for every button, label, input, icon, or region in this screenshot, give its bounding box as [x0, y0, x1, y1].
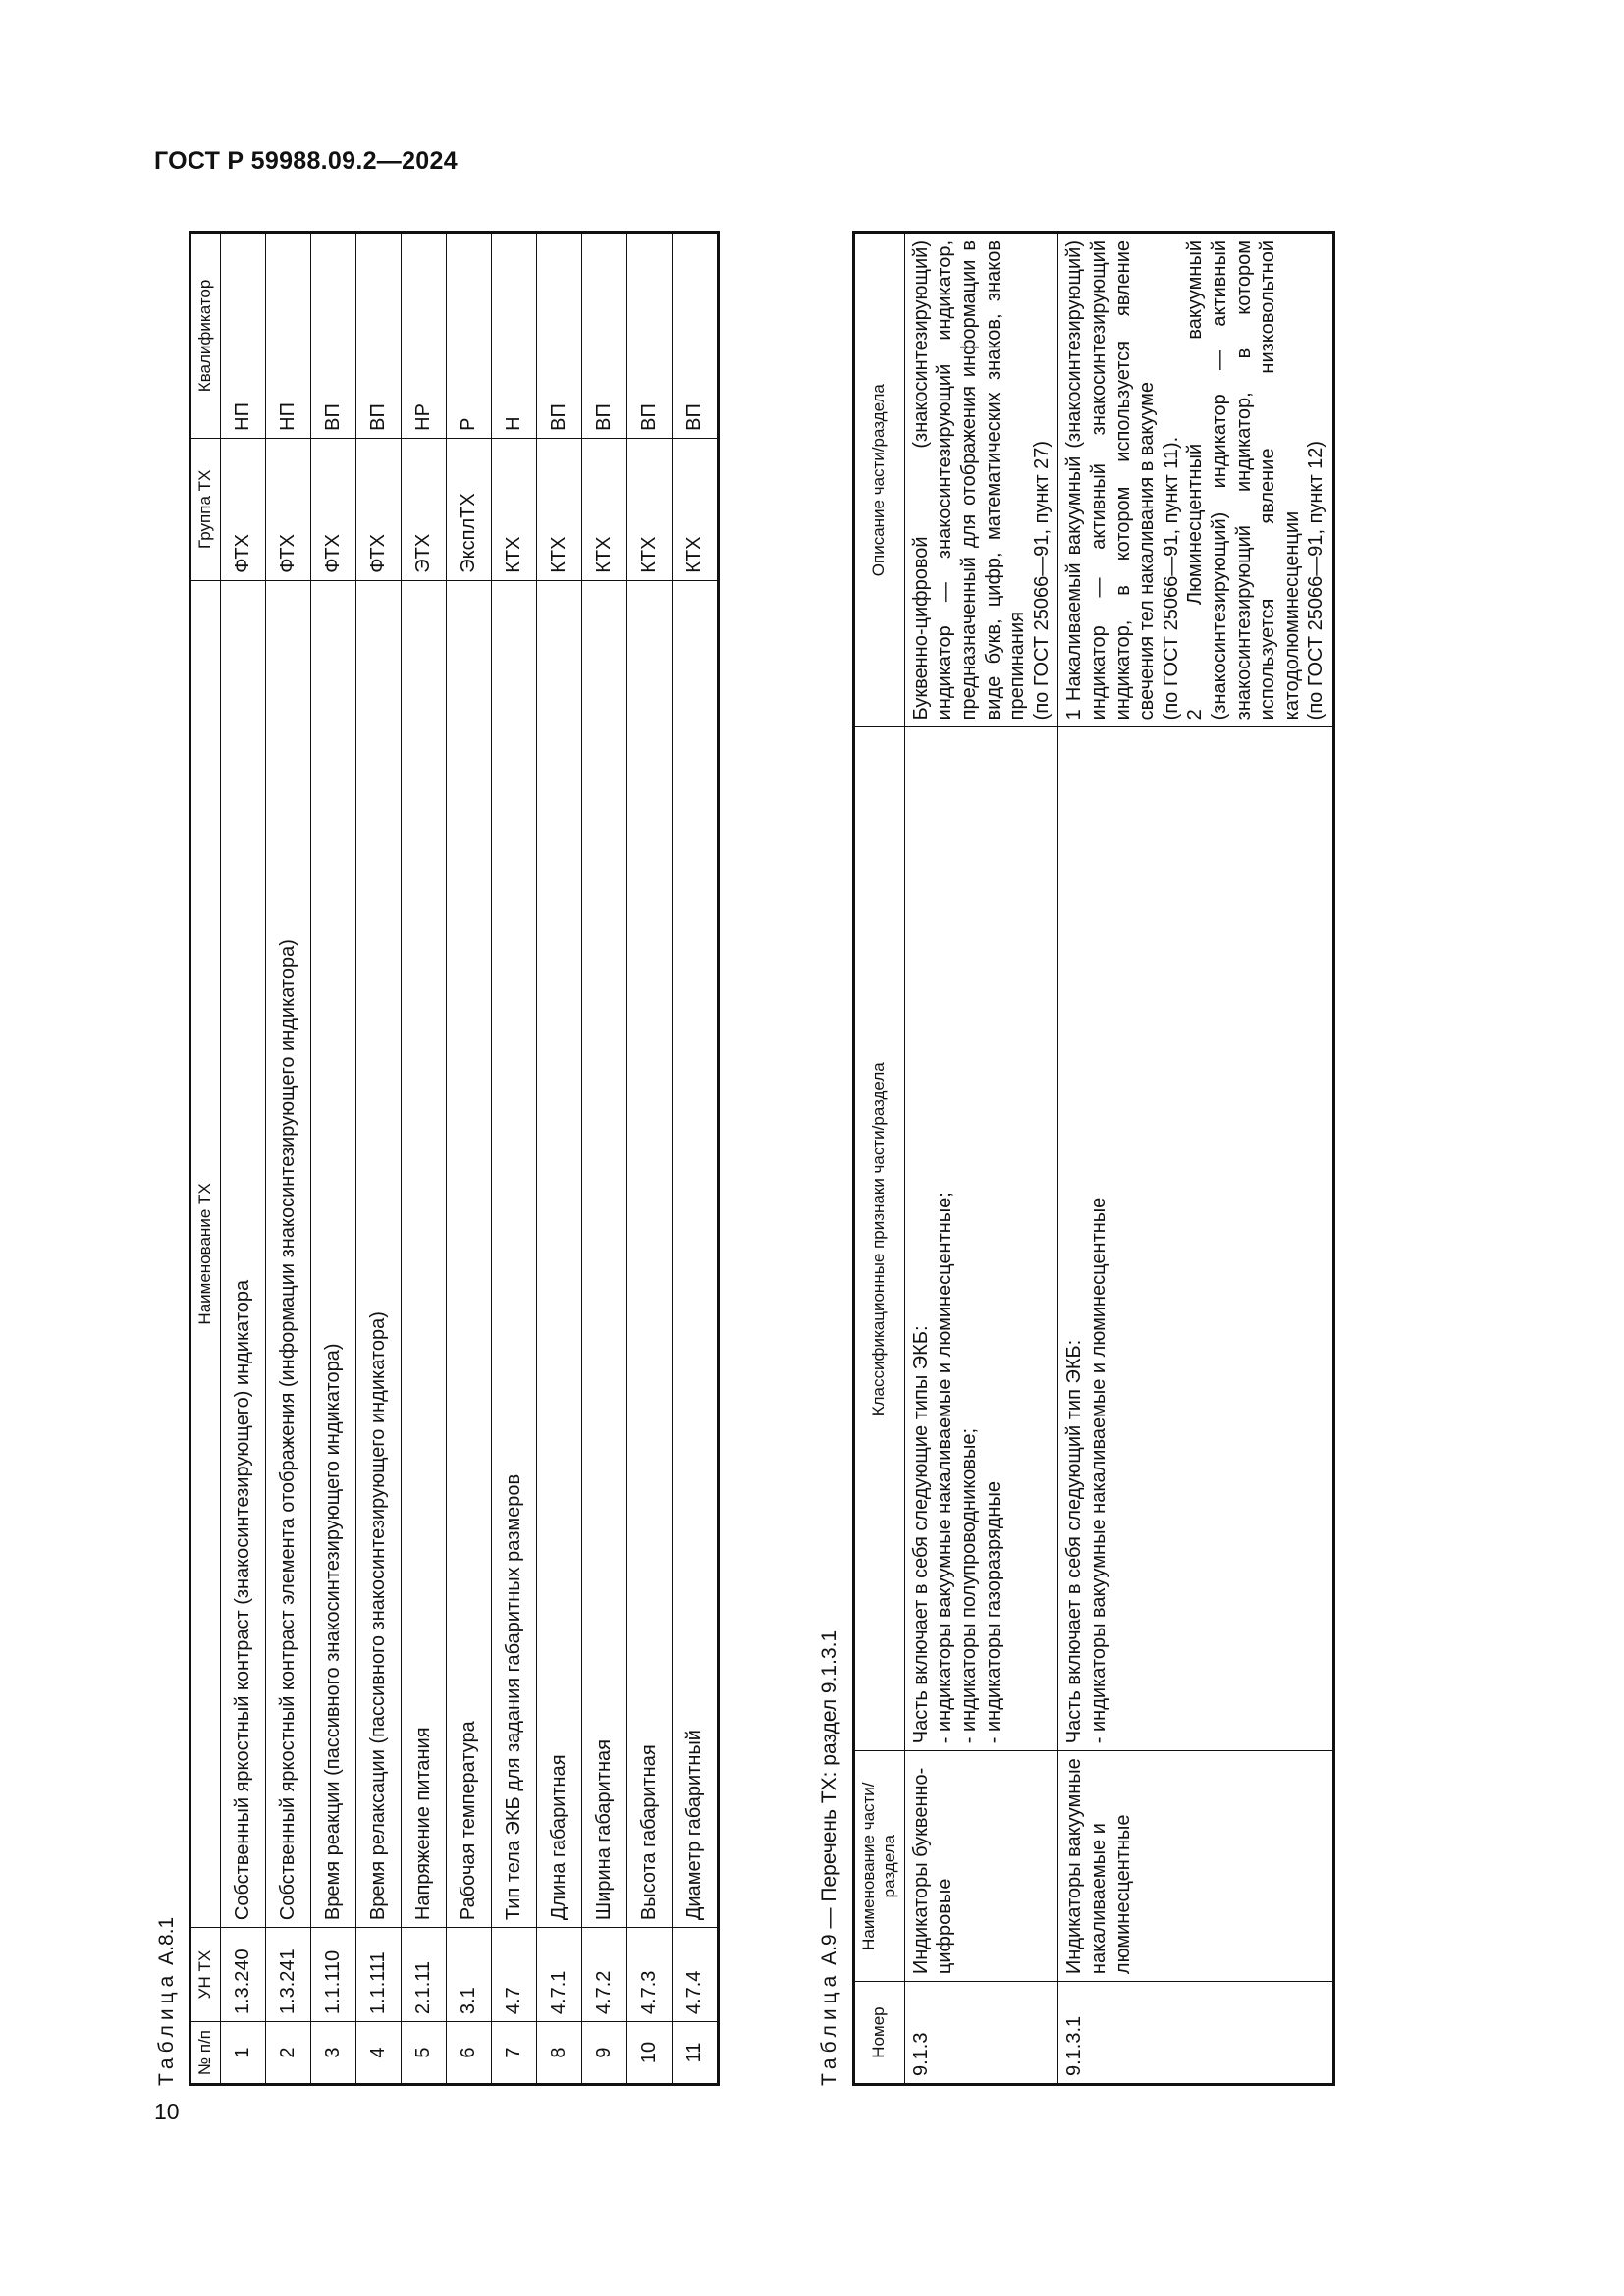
col-header-un-tx: УН ТХ: [190, 1928, 221, 2022]
cell-un-tx: 1.1.110: [310, 1928, 355, 2022]
cell-number: 8: [536, 2022, 581, 2085]
cell-number: 1: [220, 2022, 265, 2085]
table-a9-body: [904, 233, 1333, 2085]
cell-section-features: [1058, 727, 1334, 1751]
table-row: [626, 233, 672, 2085]
cell-qualifier: ВП: [672, 233, 718, 439]
cell-tx-name: Высота габаритная: [626, 580, 672, 1927]
cell-tx-name: Ширина габаритная: [581, 580, 626, 1927]
table-row: [904, 233, 1058, 2085]
col-header-section-name: Наименование части/раздела: [854, 1751, 905, 1982]
feature-line: Часть включает в себя следующие типы ЭКБ:: [909, 1325, 932, 1744]
col-header-tx-name: Наименование ТХ: [190, 580, 221, 1927]
cell-number: 3: [310, 2022, 355, 2085]
cell-un-tx: 4.7.4: [672, 1928, 718, 2022]
cell-qualifier: ВП: [581, 233, 626, 439]
cell-number: 5: [401, 2022, 446, 2085]
cell-tx-group: ФТХ: [355, 438, 401, 580]
table-row: [1058, 233, 1334, 2085]
cell-section-number: 9.1.3: [904, 1982, 1058, 2085]
table-a9-title: [818, 1630, 841, 2086]
cell-tx-group: КТХ: [581, 438, 626, 580]
table-row: [672, 233, 718, 2085]
cell-section-number: 9.1.3.1: [1058, 1982, 1334, 2085]
cell-un-tx: 2.1.11: [401, 1928, 446, 2022]
table-row: [536, 233, 581, 2085]
cell-section-description: [904, 233, 1058, 727]
cell-qualifier: НР: [401, 233, 446, 439]
cell-qualifier: Р: [446, 233, 491, 439]
description-line: 1 Накаливаемый вакуумный (знакосинтезирующий) индикатор — активный знакосинтезирующий индикатор, в котором используется явление свечения тел накаливания в вакууме: [1063, 240, 1159, 721]
cell-tx-group: ЭТХ: [401, 438, 446, 580]
cell-number: 7: [491, 2022, 536, 2085]
cell-un-tx: 3.1: [446, 1928, 491, 2022]
table-row: [355, 233, 401, 2085]
table-row: [310, 233, 355, 2085]
feature-line: - индикаторы вакуумные накаливаемые и люминесцентные;: [934, 1192, 956, 1744]
cell-number: 4: [355, 2022, 401, 2085]
col-header-section-number: Номер: [854, 1982, 905, 2085]
feature-line: - индикаторы вакуумные накаливаемые и люминесцентные: [1087, 1197, 1110, 1744]
cell-un-tx: 4.7.1: [536, 1928, 581, 2022]
cell-tx-group: КТХ: [672, 438, 718, 580]
table-a9-title-prefix: Таблица: [818, 1970, 840, 2086]
cell-qualifier: ВП: [536, 233, 581, 439]
cell-qualifier: НП: [220, 233, 265, 439]
cell-tx-group: КТХ: [491, 438, 536, 580]
cell-un-tx: 4.7.3: [626, 1928, 672, 2022]
description-line: (по ГОСТ 25066—91, пункт 12): [1305, 440, 1327, 721]
table-a81-title: [155, 1917, 179, 2086]
cell-tx-name: Рабочая температура: [446, 580, 491, 1927]
table-row: [401, 233, 446, 2085]
cell-qualifier: Н: [491, 233, 536, 439]
cell-number: 9: [581, 2022, 626, 2085]
cell-tx-group: ЭксплТХ: [446, 438, 491, 580]
landscape-content: [147, 221, 1424, 2086]
cell-un-tx: 4.7: [491, 1928, 536, 2022]
table-a81-title-prefix: Таблица: [155, 1970, 178, 2086]
cell-tx-name: Тип тела ЭКБ для задания габаритных размеров: [491, 580, 536, 1927]
col-header-section-features: Классификационные признаки части/раздела: [854, 727, 905, 1751]
document-header: ГОСТ Р 59988.09.2—2024: [154, 147, 458, 175]
table-a9: [852, 231, 1335, 2086]
col-header-tx-group: Группа ТХ: [190, 438, 221, 580]
table-a81-title-id: А.8.1: [155, 1916, 178, 1965]
feature-line: - индикаторы полупроводниковые;: [958, 1427, 980, 1744]
cell-un-tx: 4.7.2: [581, 1928, 626, 2022]
cell-un-tx: 1.3.240: [220, 1928, 265, 2022]
cell-number: 2: [265, 2022, 310, 2085]
table-row: [446, 233, 491, 2085]
cell-tx-group: ФТХ: [265, 438, 310, 580]
cell-tx-name: Собственный яркостный контраст (знакосинтезирующего) индикатора: [220, 580, 265, 1927]
table-a9-header: [854, 233, 905, 2085]
cell-section-name: Индикаторы буквенно-цифровые: [904, 1751, 1058, 1982]
cell-tx-name: Время релаксации (пассивного знакосинтезирующего индикатора): [355, 580, 401, 1927]
table-row: [265, 233, 310, 2085]
feature-line: - индикаторы газоразрядные: [982, 1481, 1004, 1744]
table-row: [491, 233, 536, 2085]
cell-un-tx: 1.3.241: [265, 1928, 310, 2022]
cell-tx-name: Собственный яркостный контраст элемента отображения (информации знакосинтезирующего индикатора): [265, 580, 310, 1927]
description-line: 2 Люминесцентный вакуумный (знакосинтезирующий) индикатор — активный знакосинтезирующий индикатор, в котором используется явление низковольтной катодолюминесценции: [1184, 240, 1303, 721]
cell-section-name: Индикаторы вакуумные накаливаемые и люминесцентные: [1058, 1751, 1334, 1982]
cell-tx-name: Диаметр габаритный: [672, 580, 718, 1927]
cell-tx-name: Напряжение питания: [401, 580, 446, 1927]
cell-tx-group: ФТХ: [310, 438, 355, 580]
cell-un-tx: 1.1.111: [355, 1928, 401, 2022]
table-a81: [189, 231, 720, 2086]
cell-tx-group: ФТХ: [220, 438, 265, 580]
cell-tx-group: КТХ: [626, 438, 672, 580]
cell-tx-group: КТХ: [536, 438, 581, 580]
table-row: [581, 233, 626, 2085]
cell-qualifier: ВП: [310, 233, 355, 439]
cell-number: 11: [672, 2022, 718, 2085]
cell-qualifier: НП: [265, 233, 310, 439]
cell-tx-name: Время реакции (пассивного знакосинтезирующего индикатора): [310, 580, 355, 1927]
cell-qualifier: ВП: [626, 233, 672, 439]
cell-section-description: [1058, 233, 1334, 727]
col-header-qualifier: Квалификатор: [190, 233, 221, 439]
cell-number: 10: [626, 2022, 672, 2085]
table-a9-title-rest: А.9 — Перечень ТХ: раздел 9.1.3.1: [818, 1629, 840, 1965]
cell-number: 6: [446, 2022, 491, 2085]
table-row: [220, 233, 265, 2085]
description-line: (по ГОСТ 25066—91, пункт 11).: [1160, 436, 1182, 721]
feature-line: Часть включает в себя следующий тип ЭКБ:: [1063, 1339, 1086, 1744]
cell-qualifier: ВП: [355, 233, 401, 439]
table-a81-body: [220, 233, 718, 2085]
page-number: 10: [154, 2099, 180, 2124]
table-a81-header: [190, 233, 221, 2085]
col-header-section-description: Описание части/раздела: [854, 233, 905, 727]
cell-section-features: [904, 727, 1058, 1751]
description-line: (по ГОСТ 25066—91, пункт 27): [1030, 440, 1053, 721]
col-header-number: № п/п: [190, 2022, 221, 2085]
cell-tx-name: Длина габаритная: [536, 580, 581, 1927]
description-line: Буквенно-цифровой (знакосинтезирующий) индикатор — знакосинтезирующий индикатор, предназначенный для отображения информации в виде букв, цифр, математических знаков, знаков препинания: [909, 240, 1029, 721]
